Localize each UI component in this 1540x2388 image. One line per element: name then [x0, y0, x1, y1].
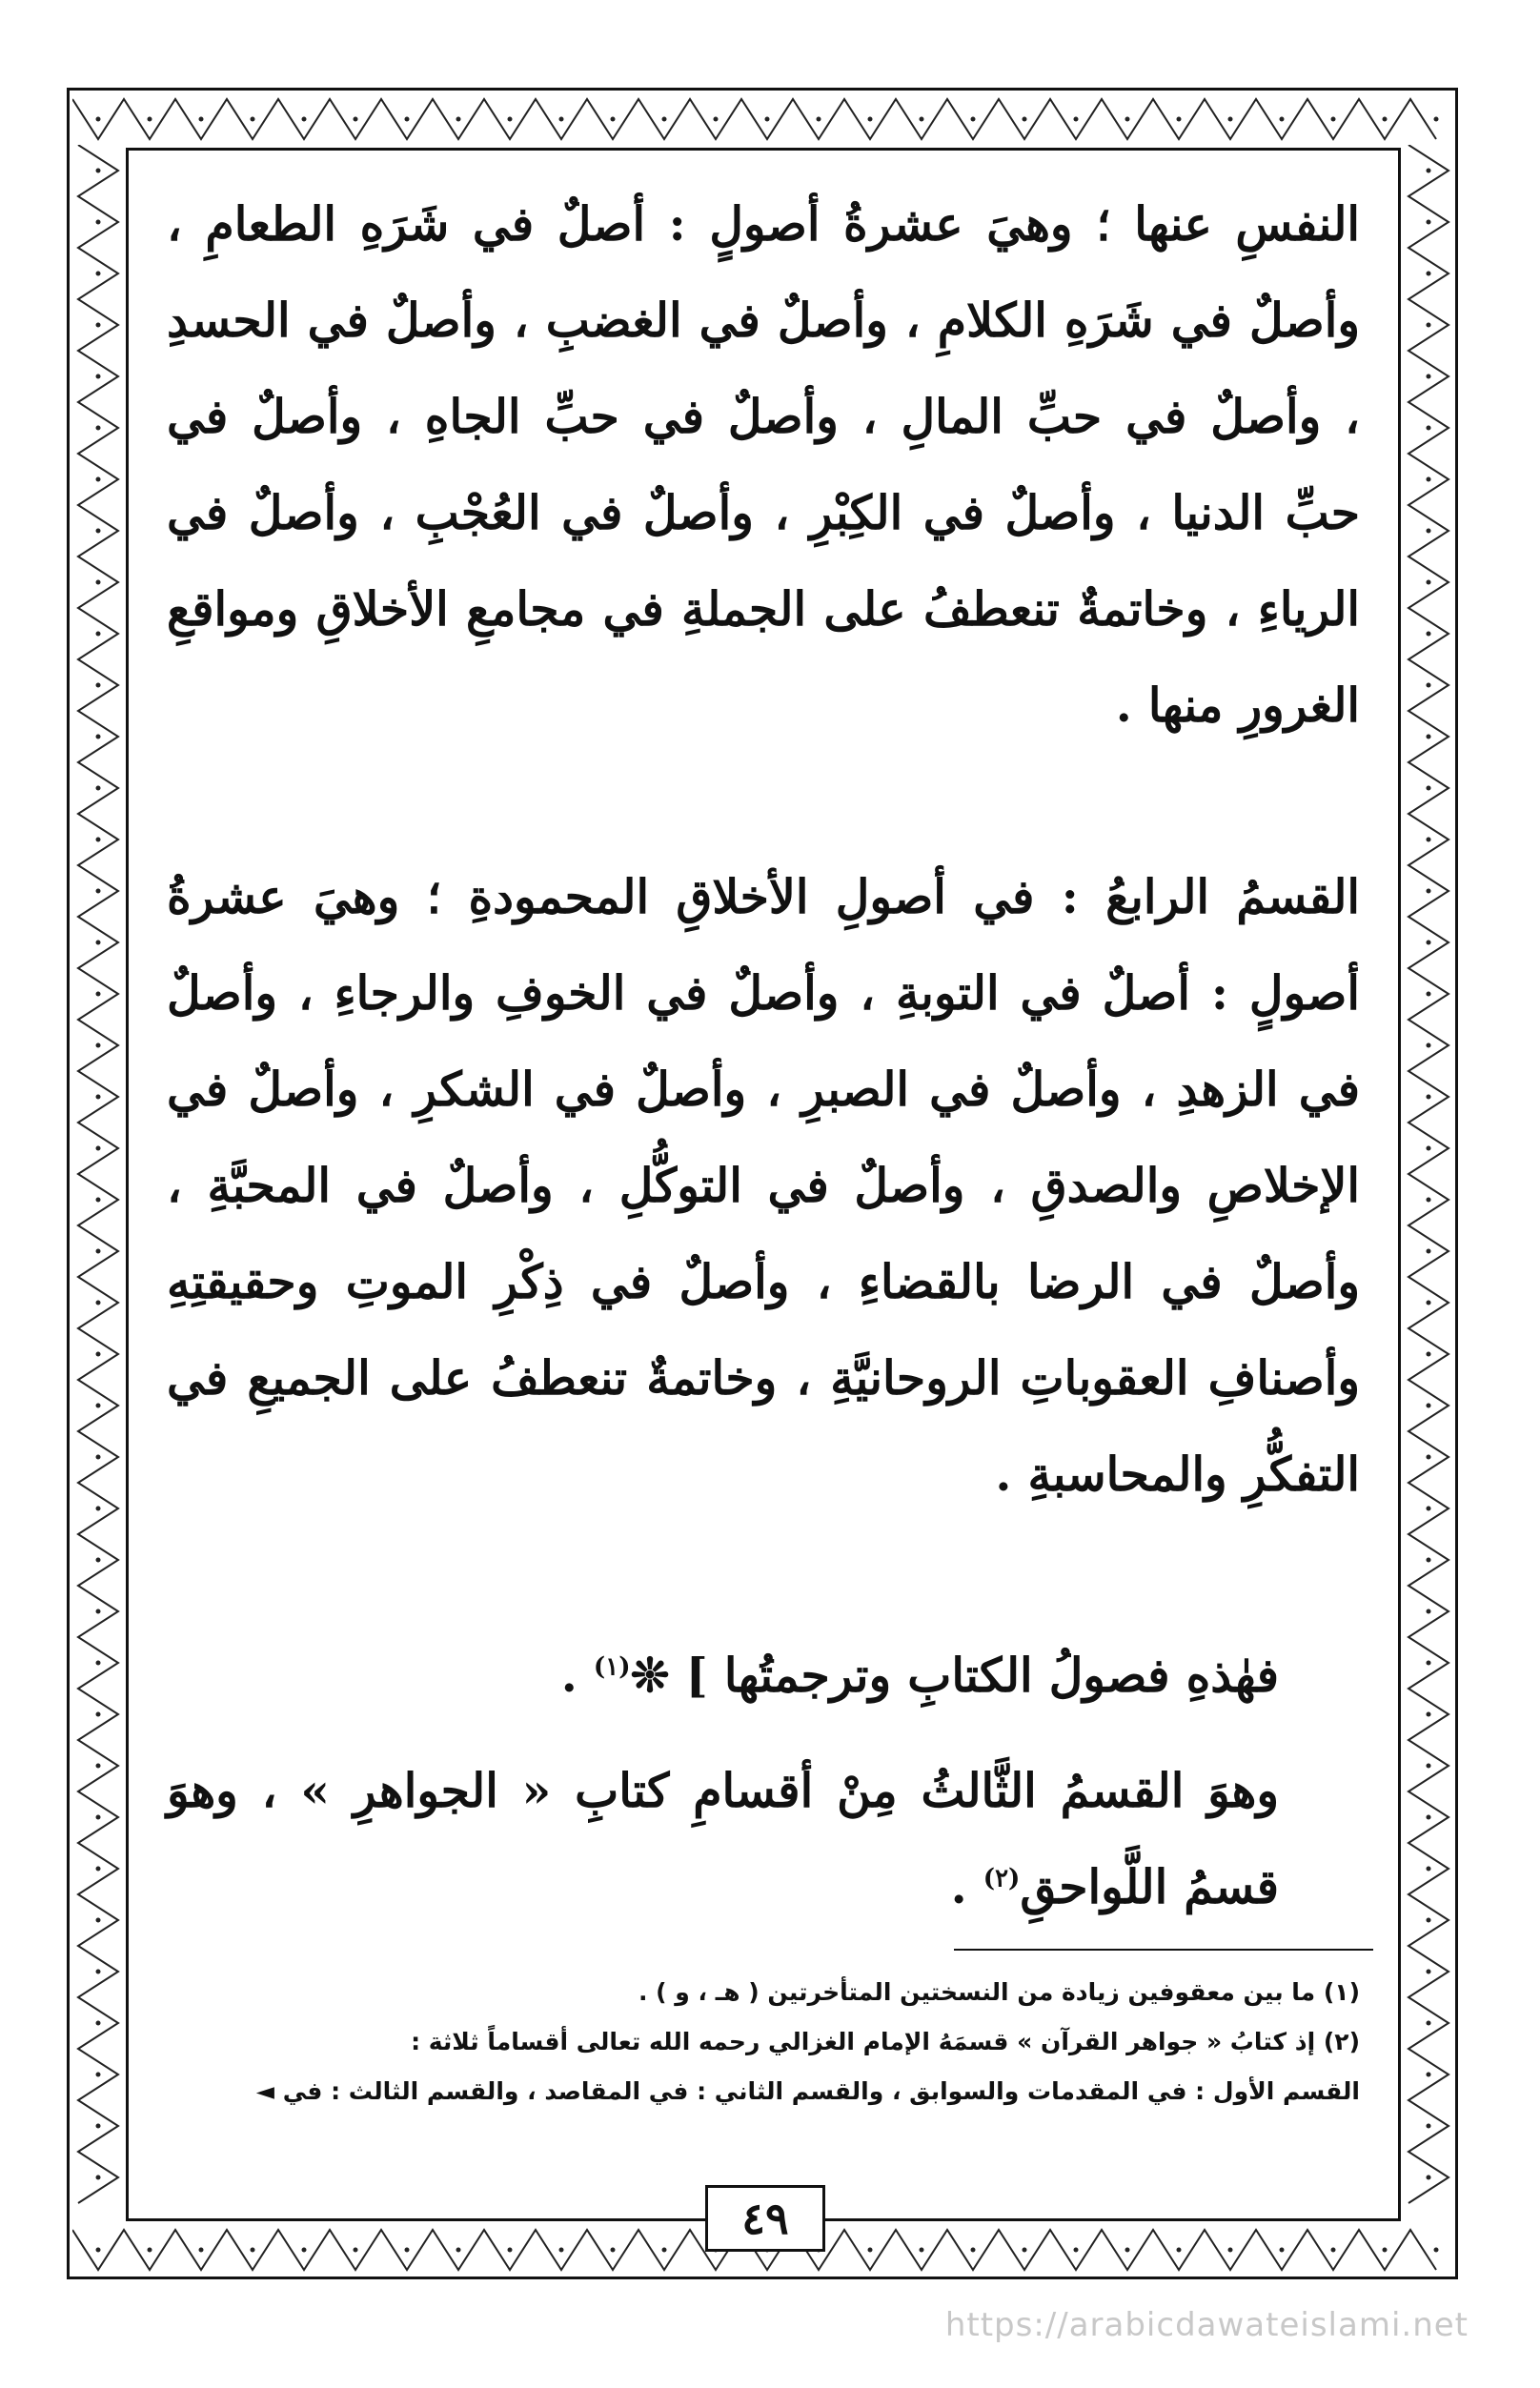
ornament-dot — [1427, 632, 1431, 637]
ornament-dot — [1427, 1146, 1431, 1151]
ornament-dot — [611, 117, 616, 122]
ornament-dot — [1427, 1609, 1431, 1614]
ornament-dot — [199, 2248, 204, 2253]
ornament-dot — [868, 2248, 873, 2253]
ornament-dot — [148, 117, 152, 122]
ornament-dot — [96, 2124, 101, 2129]
ornament-dot — [1427, 2021, 1431, 2026]
ornament-dot — [96, 426, 101, 431]
ornament-dot — [1427, 580, 1431, 585]
ornament-dot — [96, 1867, 101, 1872]
ornament-dot — [1177, 2248, 1182, 2253]
ornament-dot — [96, 117, 101, 122]
ornament-dot — [1177, 117, 1182, 122]
ornament-dot — [868, 117, 873, 122]
ornament-dot — [96, 1455, 101, 1460]
ornament-dot — [96, 941, 101, 945]
ornament-dot — [96, 323, 101, 328]
paragraph-4-end: . — [950, 1859, 983, 1914]
ornament-dot — [96, 2021, 101, 2026]
ornament-dot — [1023, 2248, 1027, 2253]
ornament-dot — [456, 117, 461, 122]
ornament-dot — [559, 2248, 564, 2253]
ornament-dot — [251, 117, 255, 122]
ornament-dot — [765, 117, 770, 122]
ornament-dot — [1427, 220, 1431, 225]
ornament-dot — [96, 1301, 101, 1305]
ornament-dot — [1427, 1918, 1431, 1923]
ornament-dot — [1427, 374, 1431, 379]
ornament-dot — [96, 1146, 101, 1151]
page-number — [705, 2185, 825, 2252]
ornament-dot — [302, 117, 307, 122]
paragraph-3 — [167, 1628, 1360, 1724]
ornament-dot — [96, 735, 101, 739]
ornament-dot — [1280, 2248, 1285, 2253]
ornament-dot — [1427, 1712, 1431, 1717]
ornament-dot — [1427, 1764, 1431, 1769]
ornament-dot — [96, 1661, 101, 1666]
ornament-dot — [1331, 117, 1336, 122]
ornament-dot — [96, 1609, 101, 1614]
ornament-dot — [662, 2248, 667, 2253]
ornament-dot — [1427, 272, 1431, 276]
ornament-dot — [96, 1507, 101, 1511]
top-ornament-band — [72, 93, 1452, 145]
ornament-dot — [96, 683, 101, 688]
ornament-dot — [96, 1198, 101, 1203]
ornament-dot — [920, 2248, 924, 2253]
ornament-dot — [96, 838, 101, 842]
ornament-dot — [96, 1558, 101, 1563]
ornament-dot — [1427, 838, 1431, 842]
ornament-dot — [456, 2248, 461, 2253]
ornament-dot — [251, 2248, 255, 2253]
ornament-dot — [96, 1712, 101, 1717]
footnote-2: (٢) إذ كتابُ « جواهر القرآن » قسمَهُ الإمام الغزالي رحمه الله تعالى أقساماً ثلاثة : — [411, 2028, 1360, 2055]
ornament-dot — [405, 117, 410, 122]
ornament-dot — [1427, 1815, 1431, 1820]
paragraph-4 — [167, 1743, 1360, 1935]
footnote-ref-1: (١) — [593, 1652, 631, 1682]
ornament-dot — [96, 786, 101, 791]
ornament-dot — [354, 2248, 358, 2253]
ornament-dot — [1427, 1404, 1431, 1408]
paragraph-2: القسمُ الرابعُ : في أصولِ الأخلاقِ المحمودةِ ؛ وهيَ عشرةُ أصولٍ : أصلٌ في التوبةِ ، وأصلٌ في الخوفِ والرجاءِ ، وأصلٌ في الزهدِ ، وأصلٌ في الصبرِ ، وأصلٌ في الشكرِ ، وأصلٌ في الإخلاصِ والصدقِ ، وأصلٌ في التوكُّلِ ، وأصلٌ في المحبَّةِ ، وأصلٌ في الرضا بالقضاءِ ، وأصلٌ في ذِكْرِ الموتِ وحقيقتِهِ وأصنافِ العقوباتِ الروحانيَّةِ ، وخاتمةٌ تنعطفُ على الجميعِ في التفكُّرِ والمحاسبةِ . — [167, 869, 1360, 1502]
ornament-dot — [1427, 2073, 1431, 2077]
ornament-dot — [1427, 1095, 1431, 1100]
ornament-dot — [1427, 1455, 1431, 1460]
ornament-dot — [96, 1249, 101, 1254]
ornament-dot — [96, 529, 101, 534]
ornament-dot — [96, 1815, 101, 1820]
footnotes — [167, 1968, 1360, 2116]
ornament-dot — [1383, 2248, 1388, 2253]
ornament-dot — [1125, 117, 1130, 122]
ornament-dot — [920, 117, 924, 122]
ornament-dot — [96, 272, 101, 276]
ornament-dot — [96, 220, 101, 225]
ornament-dot — [199, 117, 204, 122]
footnote-separator — [954, 1949, 1373, 1951]
ornament-dot — [1427, 1352, 1431, 1357]
footnote-3: القسم الأول : في المقدمات والسوابق ، والقسم الثاني : في المقاصد ، والقسم الثالث : في ◄ — [255, 2077, 1360, 2105]
ornament-dot — [1427, 1249, 1431, 1254]
ornament-dot — [1280, 117, 1285, 122]
ornament-dot — [1427, 529, 1431, 534]
ornament-dot — [96, 1970, 101, 1974]
ornament-dot — [1427, 1558, 1431, 1563]
ornament-dot — [302, 2248, 307, 2253]
ornament-dot — [96, 477, 101, 482]
ornament-dot — [96, 1764, 101, 1769]
ornament-dot — [148, 2248, 152, 2253]
ornament-dot — [1427, 2124, 1431, 2129]
ornament-dot — [1427, 889, 1431, 894]
ornament-dot — [508, 117, 513, 122]
ornament-zigzag — [78, 145, 118, 2203]
ornament-dot — [96, 1352, 101, 1357]
ornament-dot — [714, 117, 719, 122]
ornament-dot — [662, 117, 667, 122]
ornament-dot — [817, 117, 821, 122]
left-ornament-band — [72, 145, 124, 2224]
ornament-dot — [96, 889, 101, 894]
ornament-dot — [1427, 477, 1431, 482]
ornament-dot — [1427, 992, 1431, 997]
ornament-dot — [96, 992, 101, 997]
ornament-dot — [1427, 941, 1431, 945]
footnote-ref-2: (٢) — [983, 1864, 1021, 1893]
watermark-url: https://arabicdawateislami.net — [944, 2306, 1469, 2344]
footnote-1: (١) ما بين معقوفين زيادة من النسختين المتأخرتين ( هـ ، و ) . — [638, 1978, 1360, 2006]
right-ornament-band — [1403, 145, 1454, 2224]
page-body — [167, 176, 1360, 1935]
paragraph-1: النفسِ عنها ؛ وهيَ عشرةُ أصولٍ : أصلٌ في شَرَهِ الطعامِ ، وأصلٌ في شَرَهِ الكلامِ ، وأصلٌ في الغضبِ ، وأصلٌ في الحسدِ ، وأصلٌ في حبِّ المالِ ، وأصلٌ في حبِّ الجاهِ ، وأصلٌ في حبِّ الدنيا ، وأصلٌ في الكِبْرِ ، وأصلٌ في العُجْبِ ، وأصلٌ في الرياءِ ، وخاتمةٌ تنعطفُ على الجملةِ في مجامعِ الأخلاقِ ومواقعِ الغرورِ منها . — [167, 196, 1360, 733]
ornament-dot — [1434, 117, 1439, 122]
ornament-dot — [1427, 1198, 1431, 1203]
ornament-dot — [96, 2176, 101, 2180]
ornament-dot — [96, 1095, 101, 1100]
ornament-dot — [1427, 1867, 1431, 1872]
ornament-dot — [96, 580, 101, 585]
ornament-dot — [96, 169, 101, 173]
ornament-dot — [1427, 1970, 1431, 1974]
ornament-dot — [1427, 683, 1431, 688]
ornament-dot — [508, 2248, 513, 2253]
ornament-dot — [96, 2248, 101, 2253]
ornament-dot — [1023, 117, 1027, 122]
ornament-dot — [1427, 426, 1431, 431]
ornament-dot — [96, 632, 101, 637]
paragraph-3-end: . — [560, 1648, 594, 1703]
ornament-dot — [971, 117, 976, 122]
ornament-zigzag — [1408, 145, 1449, 2203]
ornament-dot — [1074, 117, 1079, 122]
ornament-dot — [405, 2248, 410, 2253]
ornament-dot — [96, 1043, 101, 1048]
ornament-dot — [1434, 2248, 1439, 2253]
ornament-dot — [1427, 2176, 1431, 2180]
ornament-dot — [971, 2248, 976, 2253]
ornament-dot — [1427, 323, 1431, 328]
ornament-dot — [1427, 169, 1431, 173]
ornament-dot — [1074, 2248, 1079, 2253]
ornament-dot — [1383, 117, 1388, 122]
paragraph-3-text: فهٰذهِ فصولُ الكتابِ وترجمتُها ] ❊ — [630, 1648, 1279, 1703]
ornament-dot — [96, 1404, 101, 1408]
ornament-dot — [96, 2073, 101, 2077]
ornament-dot — [611, 2248, 616, 2253]
ornament-dot — [1427, 1301, 1431, 1305]
ornament-dot — [354, 117, 358, 122]
ornament-dot — [1427, 1507, 1431, 1511]
ornament-dot — [559, 117, 564, 122]
ornament-dot — [1427, 1661, 1431, 1666]
ornament-dot — [1427, 786, 1431, 791]
ornament-dot — [1228, 2248, 1233, 2253]
ornament-dot — [1228, 117, 1233, 122]
page-number-text: ٤٩ — [741, 2193, 789, 2244]
ornament-dot — [1427, 735, 1431, 739]
ornament-dot — [1331, 2248, 1336, 2253]
paragraph-4-text: وهوَ القسمُ الثَّالثُ مِنْ أقسامِ كتابِ « الجواهرِ » ، وهوَ قسمُ اللَّواحقِ — [167, 1763, 1279, 1914]
ornament-dot — [1427, 1043, 1431, 1048]
ornament-dot — [96, 1918, 101, 1923]
ornament-dot — [96, 374, 101, 379]
ornament-dot — [1125, 2248, 1130, 2253]
